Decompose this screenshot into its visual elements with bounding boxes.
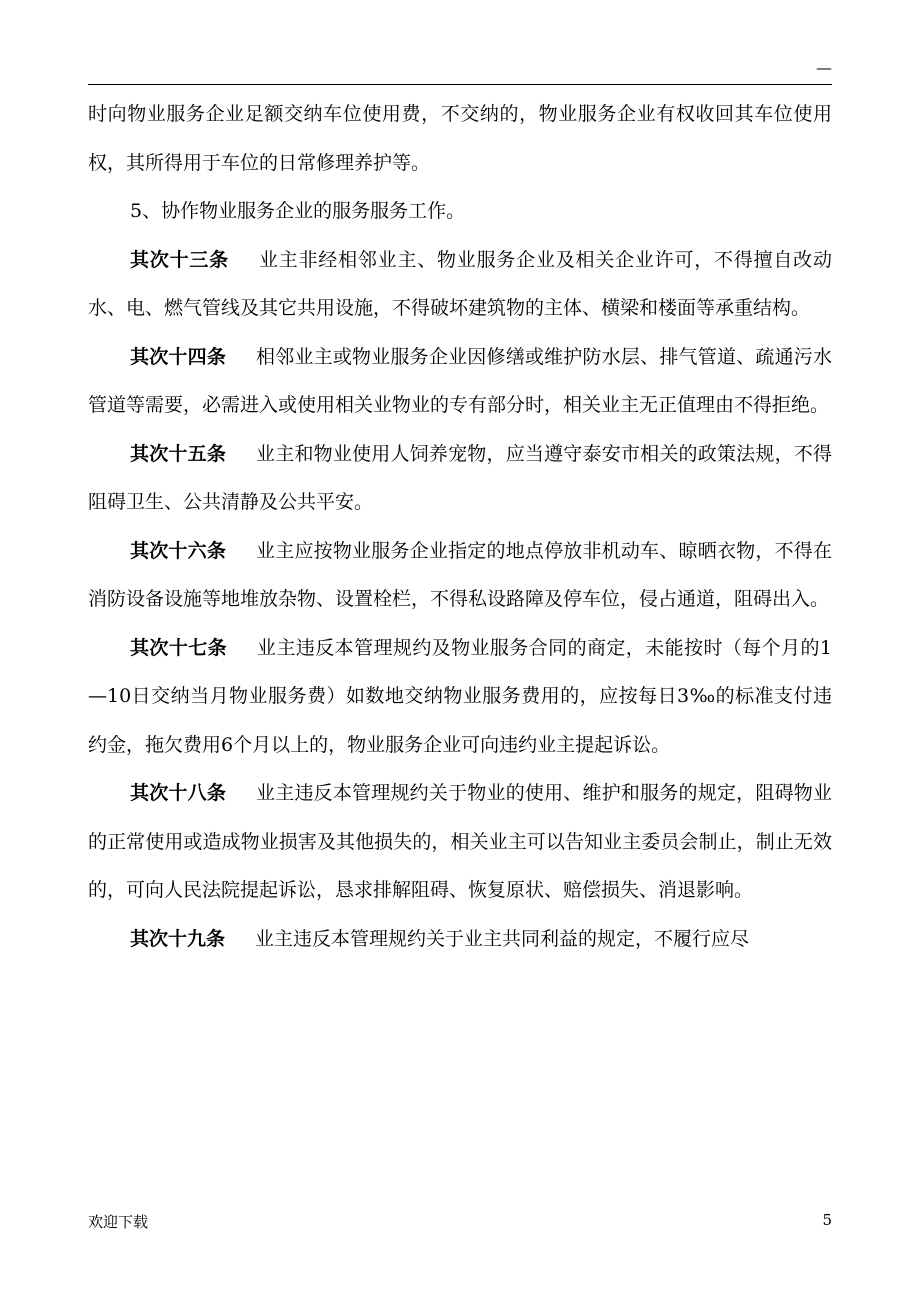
article-text: 业主和物业使用人饲养宠物，应当遵守泰安市相关的政策法规，不得阻碍卫生、公共清静及公共平安。 (88, 442, 832, 513)
paragraph-text: 时向物业服务企业足额交纳车位使用费，不交纳的，物业服务企业有权收回其车位使用权，其所得用于车位的日常修理养护等。 (88, 103, 832, 174)
article-heading: 其次十七条 (130, 636, 228, 659)
footer-label: 欢迎下载 (88, 1213, 149, 1231)
article-26 (88, 527, 832, 624)
paragraph-text: 5、协作物业服务企业的服务服务工作。 (130, 200, 466, 222)
article-heading: 其次十六条 (130, 539, 227, 562)
page-number: 5 (822, 1211, 832, 1229)
article-text: 业主非经相邻业主、物业服务企业及相关企业许可，不得擅自改动水、电、燃气管线及其它共用设施，不得破坏建筑物的主体、横梁和楼面等承重结构。 (88, 248, 832, 319)
article-text: 业主违反本管理规约及物业服务合同的商定，未能按时（每个月的1—10日交纳当月物业服务费）如数地交纳物业服务费用的，应按每日3‰的标准支付违约金，拖欠费用6个月以上的，物业服务企业可向违约业主提起诉讼。 (88, 636, 832, 756)
document-body (88, 90, 832, 963)
article-text: 业主应按物业服务企业指定的地点停放非机动车、晾晒衣物，不得在消防设备设施等地堆放杂物、设置栓栏，不得私设路障及停车位，侵占通道，阻碍出入。 (88, 539, 832, 610)
header-rule (88, 84, 832, 85)
paragraph-1 (88, 187, 832, 236)
article-text: 业主违反本管理规约关于物业的使用、维护和服务的规定，阻碍物业的正常使用或造成物业损害及其他损失的，相关业主可以告知业主委员会制止，制止无效的，可向人民法院提起诉讼，恳求排解阻碍、恢复原状、赔偿损失、消退影响。 (88, 782, 832, 901)
article-heading: 其次十四条 (130, 345, 227, 368)
article-heading: 其次十八条 (130, 782, 227, 804)
article-29 (88, 915, 832, 964)
article-23 (88, 236, 832, 333)
article-24 (88, 333, 832, 430)
header-mark: — (816, 58, 832, 77)
article-heading: 其次十九条 (130, 927, 226, 950)
article-heading: 其次十五条 (130, 442, 227, 465)
article-25 (88, 430, 832, 527)
article-28 (88, 769, 832, 915)
article-text: 相邻业主或物业服务企业因修缮或维护防水层、排气管道、疏通污水管道等需要，必需进入或使用相关业物业的专有部分时，相关业主无正值理由不得拒绝。 (88, 345, 832, 416)
article-27 (88, 624, 832, 770)
article-heading: 其次十三条 (130, 248, 229, 271)
article-text: 业主违反本管理规约关于业主共同利益的规定，不履行应尽 (255, 927, 750, 950)
paragraph-0 (88, 90, 832, 187)
